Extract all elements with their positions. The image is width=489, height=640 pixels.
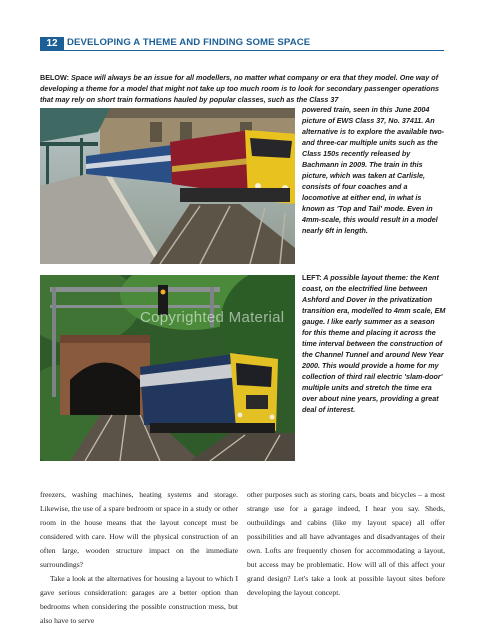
caption-below-label: BELOW: xyxy=(40,73,70,82)
chapter-title: DEVELOPING A THEME AND FINDING SOME SPACE xyxy=(67,37,311,48)
body-paragraph: freezers, washing machines, heating systems and storage. Likewise, the use of a spare bedroom or space in a study or other room in the house means that the layout concept must be considered with care. How will the physical construction of an often large, wooden structure impact on the immediate surroundings? xyxy=(40,490,238,569)
body-column-left xyxy=(40,488,238,628)
page-header xyxy=(40,37,444,51)
caption-left xyxy=(302,272,446,415)
body-paragraph: Take a look at the alternatives for housing a layout to which I gave serious consideration: garages are a better option than bedrooms when considering the possible construction mess, but also have to serve xyxy=(40,574,238,625)
caption-below-text: Space will always be an issue for all modellers, no matter what company or era that they model. One way of developing a theme for a model that might not take up too much room is to look for secondary passenger operations that may rely on short train formations hauled by popular classes, such as the Class 37 xyxy=(40,73,439,104)
body-paragraph: other purposes such as storing cars, boats and bicycles – a most strange use for a garage indeed, I hear you say. Sheds, outbuildings and cabins (like my layout space) all offer possibilities and all have advantages and disadvantages of their own. Lofts are frequently chosen for accommodating a layout, but access may be problematic. How will all of this affect your grand design? Let's take a look at possible layout sites before developing the layout concept. xyxy=(247,490,445,597)
copyright-watermark: Copyrighted Material xyxy=(140,309,285,326)
page-number: 12 xyxy=(40,37,64,51)
caption-below-continued: powered train, seen in this June 2004 picture of EWS Class 37, No. 37411. An alternative is to explore the available two- and three-car multiple units such as the Class 150s recently released by Bachmann in 2009. The train in this picture, which was taken at Carlisle, consists of four coaches and a locomotive at either end, in what is known as 'Top and Tail' mode. Even in 4mm-scale, this would result in a model nearly 6ft in length. xyxy=(302,105,445,235)
body-column-right xyxy=(247,488,445,600)
photo-class37-carlisle xyxy=(40,108,295,264)
caption-left-text: A possible layout theme: the Kent coast, on the electrified line between Ashford and Dover in the privatization transition era, modelled to 4mm scale, EM gauge. I like early summer as a season for this theme and placing it across the time interval between the construction of the Channel Tunnel and around New Year 2000. This would provide a home for my collection of third rail electric 'slam-door' multiple units and stretch the time era over about nine years, providing a great deal of interest. xyxy=(302,273,446,414)
caption-below-top xyxy=(40,72,446,105)
caption-left-label: LEFT: xyxy=(302,273,322,282)
photo-kent-coast-tunnel xyxy=(40,275,295,461)
